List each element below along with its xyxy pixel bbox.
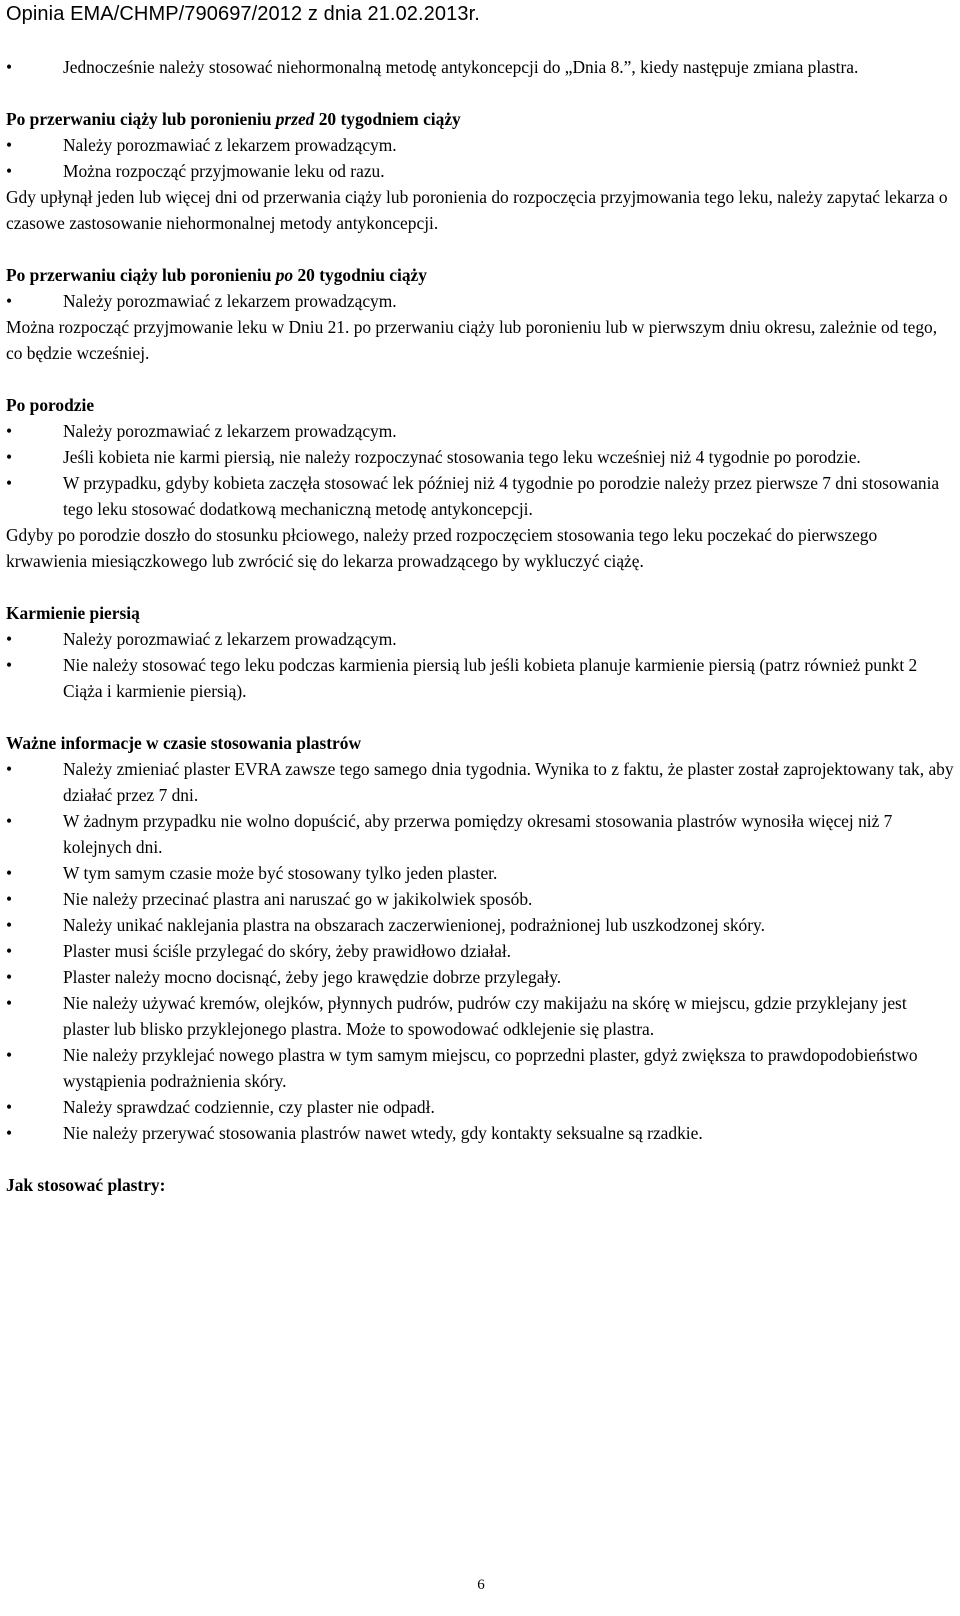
paragraph: Gdyby po porodzie doszło do stosunku płciowego, należy przed rozpoczęciem stosowania tego leku poczekać do pierwszego krwawienia miesiączkowego lub zwrócić się do lekarza prowadzącego by wykluczyć ciążę.	[6, 525, 878, 571]
list-item: • Należy unikać naklejania plastra na obszarach zaczerwienionej, podrażnionej lub uszkodzonej skóry.	[6, 912, 956, 938]
list-item: • Należy porozmawiać z lekarzem prowadzącym.	[6, 626, 956, 652]
list-item: • W przypadku, gdyby kobieta zaczęła stosować lek później niż 4 tygodnie po porodzie należy przez pierwsze 7 dni stosowania tego leku stosować dodatkową mechaniczną metodę antykoncepcji.	[6, 470, 956, 522]
spacer	[6, 704, 956, 730]
section-heading-how-to-use: Jak stosować plastry:	[6, 1175, 166, 1195]
spacer	[6, 366, 956, 392]
spacer	[6, 1146, 956, 1172]
list-item: • Należy porozmawiać z lekarzem prowadzącym.	[6, 418, 956, 444]
list-item: • Nie należy przecinać plastra ani naruszać go w jakikolwiek sposób.	[6, 886, 956, 912]
list-item: • Nie należy przyklejać nowego plastra w tym samym miejscu, co poprzedni plaster, gdyż zwiększa to prawdopodobieństwo wystąpienia podrażnienia skóry.	[6, 1042, 956, 1094]
list-item: • Nie należy stosować tego leku podczas karmienia piersią lub jeśli kobieta planuje karmienie piersią (patrz również punkt 2 Ciąża i karmienie piersią).	[6, 652, 956, 704]
bullet-list-breastfeeding	[6, 626, 956, 704]
list-item: • Nie należy przerywać stosowania plastrów nawet wtedy, gdy kontakty seksualne są rzadkie.	[6, 1120, 956, 1146]
document-page	[6, 0, 956, 1593]
section-heading-before-20-weeks: Po przerwaniu ciąży lub poronieniu przed 20 tygodniem ciąży	[6, 109, 461, 129]
paragraph: Gdy upłynął jeden lub więcej dni od przerwania ciąży lub poronienia do rozpoczęcia przyjmowania tego leku, należy zapytać lekarza o czasowe zastosowanie niehormonalnej metody antykoncepcji.	[6, 187, 948, 233]
list-item: • Jeśli kobieta nie karmi piersią, nie należy rozpoczynać stosowania tego leku wcześniej niż 4 tygodnie po porodzie.	[6, 444, 956, 470]
spacer	[6, 80, 956, 106]
list-item: • Należy zmieniać plaster EVRA zawsze tego samego dnia tygodnia. Wynika to z faktu, że plaster został zaprojektowany tak, aby działać przez 7 dni.	[6, 756, 956, 808]
section-heading-after-childbirth: Po porodzie	[6, 395, 95, 415]
section-heading-important-info: Ważne informacje w czasie stosowania plastrów	[6, 733, 362, 753]
list-item: • Należy sprawdzać codziennie, czy plaster nie odpadł.	[6, 1094, 956, 1120]
bullet-list-after-20-weeks	[6, 288, 956, 314]
document-header: Opinia EMA/CHMP/790697/2012 z dnia 21.02.2013r.	[6, 3, 480, 25]
bullet-list-after-childbirth	[6, 418, 956, 522]
bullet-list-before-20-weeks	[6, 132, 956, 184]
list-item: • Plaster musi ściśle przylegać do skóry, żeby prawidłowo działał.	[6, 938, 956, 964]
list-item: • Jednocześnie należy stosować niehormonalną metodę antykoncepcji do „Dnia 8.”, kiedy następuje zmiana plastra.	[6, 54, 956, 80]
spacer	[6, 574, 956, 600]
paragraph: Można rozpocząć przyjmowanie leku w Dniu 21. po przerwaniu ciąży lub poronieniu lub w pierwszym dniu okresu, zależnie od tego, co będzie wcześniej.	[6, 317, 938, 363]
list-item: • Należy porozmawiać z lekarzem prowadzącym.	[6, 132, 956, 158]
section-heading-after-20-weeks: Po przerwaniu ciąży lub poronieniu po 20 tygodniu ciąży	[6, 265, 427, 285]
list-item: • Należy porozmawiać z lekarzem prowadzącym.	[6, 288, 956, 314]
list-item: • Można rozpocząć przyjmowanie leku od razu.	[6, 158, 956, 184]
spacer	[6, 236, 956, 262]
list-item: • W żadnym przypadku nie wolno dopuścić, aby przerwa pomiędzy okresami stosowania plastrów wynosiła więcej niż 7 kolejnych dni.	[6, 808, 956, 860]
page-number: 6	[477, 1577, 485, 1593]
document-body	[6, 54, 956, 1198]
section-heading-breastfeeding: Karmienie piersią	[6, 603, 140, 623]
list-item: • Plaster należy mocno docisnąć, żeby jego krawędzie dobrze przylegały.	[6, 964, 956, 990]
list-item: • W tym samym czasie może być stosowany tylko jeden plaster.	[6, 860, 956, 886]
bullet-list-contraception	[6, 54, 956, 80]
bullet-list-important-info	[6, 756, 956, 1146]
list-item: • Nie należy używać kremów, olejków, płynnych pudrów, pudrów czy makijażu na skórę w miejscu, gdzie przyklejany jest plaster lub blisko przyklejonego plastra. Może to spowodować odklejenie się plastra.	[6, 990, 956, 1042]
